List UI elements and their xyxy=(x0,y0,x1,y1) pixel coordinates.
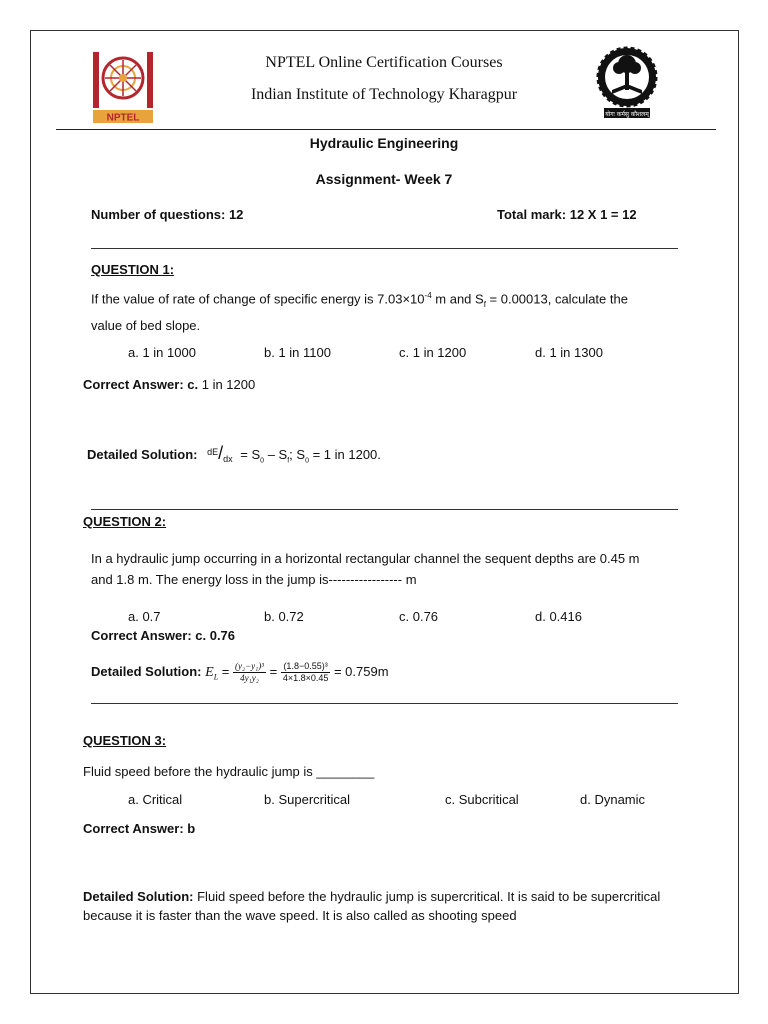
header-line-2: Indian Institute of Technology Kharagpur xyxy=(250,86,518,103)
q3-option-a: a. Critical xyxy=(128,792,183,807)
q2-option-c: c. 0.76 xyxy=(399,609,439,624)
q3-option-d: d. Dynamic xyxy=(580,792,646,807)
q2-option-b: b. 0.72 xyxy=(264,609,304,624)
q1-option-b: b. 1 in 1100 xyxy=(264,345,331,360)
q2-fraction-values: $\frac{\text{(1.8−0.55)³}}{4\times 1.8\times 0.45}$ xyxy=(282,661,329,684)
nptel-logo-text: NPTEL xyxy=(106,112,140,124)
q3-heading: QUESTION 3: xyxy=(83,733,167,748)
q1-detailed-solution: Detailed Solution: $^{dE}/_{dx} = S_0 - S_f$; $S_0 = 1$ in 1200. xyxy=(87,443,381,465)
q2-detailed-solution: Detailed Solution: $E_L$ = $\frac{\text{(y₂−y₁)³}}{\text{4y₁y₂}}$ = $\frac{\text{(1.8−0.55)³}}{4\times 1.8\times 0.45}$ = 0.759m xyxy=(91,661,389,684)
q1-option-d: d. 1 in 1300 xyxy=(535,345,603,360)
q3-detailed-solution: Detailed Solution: Fluid speed before the hydraulic jump is supercritical. It is said to be supercritical because it is faster than the wave speed. It is also called as shooting speed xyxy=(83,889,661,923)
header-line-1: NPTEL Online Certification Courses xyxy=(265,54,503,71)
emblem-motto: योगः कर्मसु कौशलम् xyxy=(605,111,649,118)
q2-correct-answer: Correct Answer: c. 0.76 xyxy=(91,628,236,643)
q1-correct-answer: Correct Answer: c. 1 in 1200 xyxy=(83,377,256,392)
q3-option-c: c. Subcritical xyxy=(445,792,519,807)
iit-kharagpur-emblem xyxy=(594,44,660,122)
q3-text: Fluid speed before the hydraulic jump is ________ xyxy=(83,764,375,779)
divider xyxy=(91,248,678,249)
q2-text: In a hydraulic jump occurring in a horizontal rectangular channel the sequent depths are 0.45 m and 1.8 m. The energy loss in the jump is----------------- m xyxy=(91,551,640,587)
divider xyxy=(91,703,678,704)
q1-option-c: c. 1 in 1200 xyxy=(399,345,467,360)
q1-text: If the value of rate of change of specific energy is $7.03\times 10^{-4}$ m and $S_f = 0.00013$, calculate the value of bed slope. xyxy=(91,291,628,333)
header-rule xyxy=(56,129,716,130)
assignment-title: Assignment- Week 7 xyxy=(315,171,453,187)
q2-option-a: a. 0.7 xyxy=(128,609,161,624)
q2-option-d: d. 0.416 xyxy=(535,609,582,624)
q2-fraction-formula: $\frac{\text{(y₂−y₁)³}}{\text{4y₁y₂}}$ xyxy=(234,661,264,684)
q1-option-a: a. 1 in 1000 xyxy=(128,345,196,360)
q3-option-b: b. Supercritical xyxy=(264,792,350,807)
course-title: Hydraulic Engineering xyxy=(309,135,459,151)
q2-heading: QUESTION 2: xyxy=(83,514,167,529)
total-mark: Total mark: 12 X 1 = 12 xyxy=(497,207,637,222)
q3-correct-answer: Correct Answer: b xyxy=(83,821,196,836)
divider xyxy=(91,509,678,510)
q1-heading: QUESTION 1: xyxy=(91,262,175,277)
number-of-questions: Number of questions: 12 xyxy=(91,207,244,222)
